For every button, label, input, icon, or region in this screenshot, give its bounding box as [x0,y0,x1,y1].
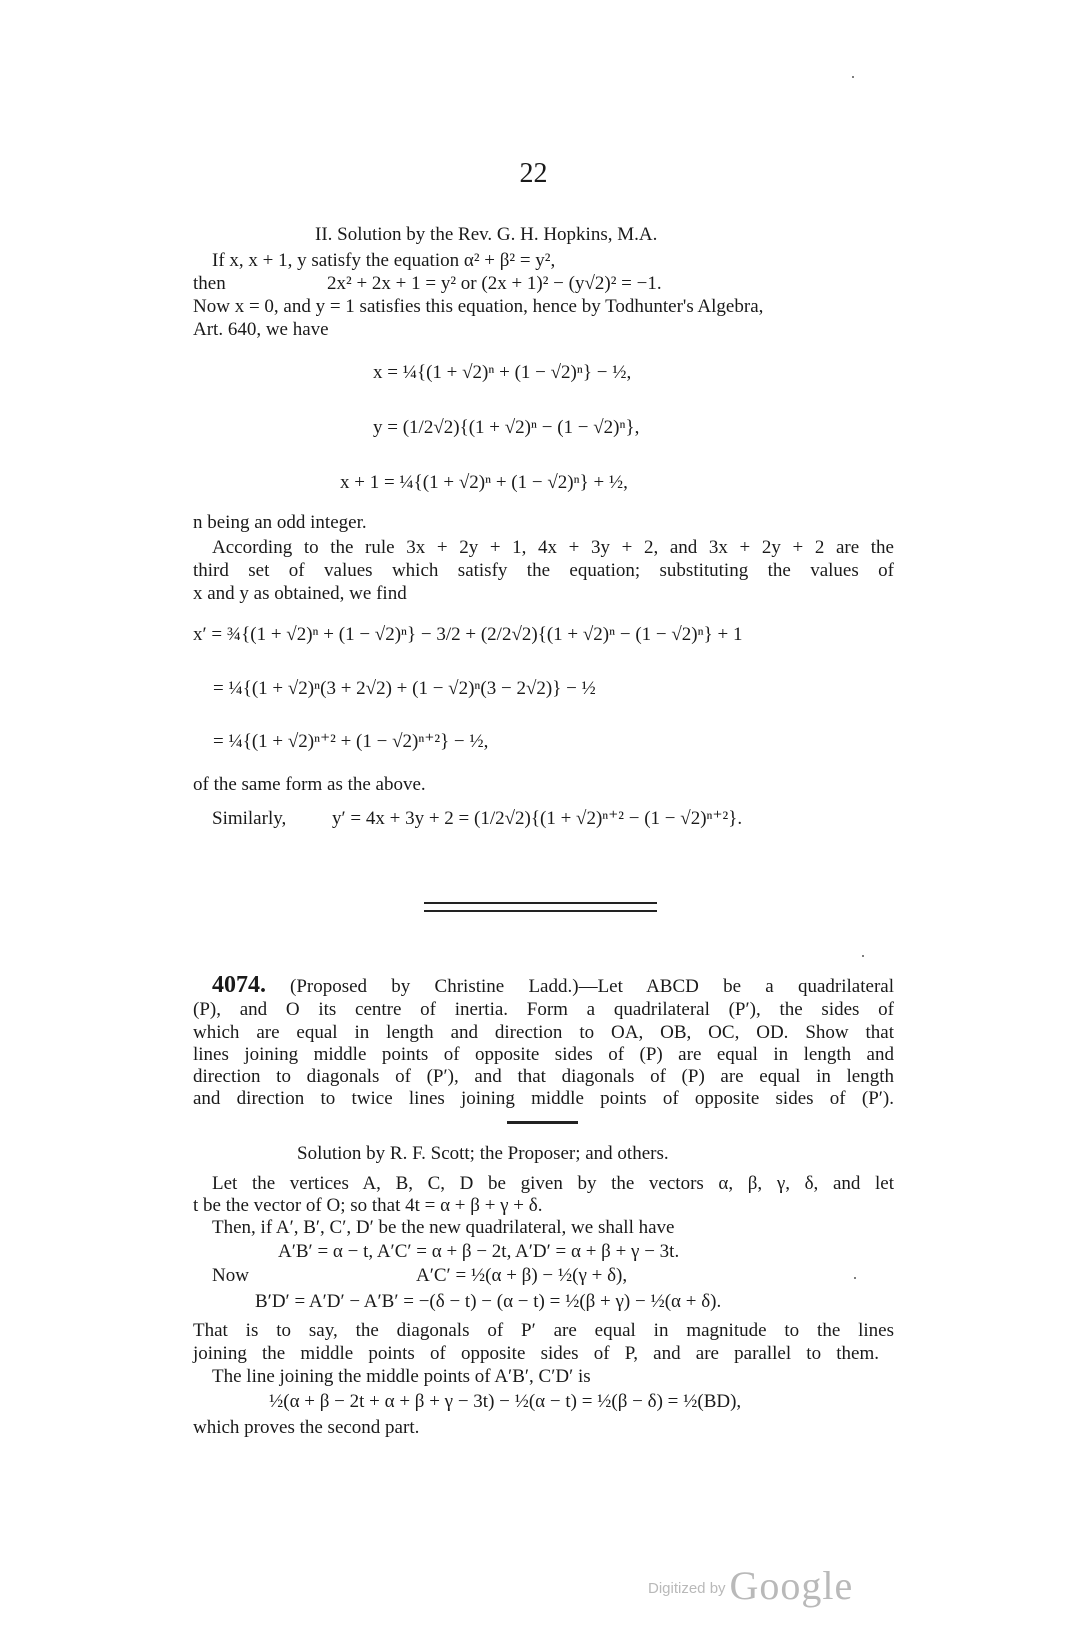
equation-x-plus-1: x + 1 = ¼{(1 + √2)ⁿ + (1 − √2)ⁿ} + ½, [340,472,628,493]
text-line: x and y as obtained, we find [193,583,407,604]
text-line: third set of values which satisfy the equation; substituting the values of [193,560,894,581]
solution-heading: Solution by R. F. Scott; the Proposer; and others. [297,1143,669,1164]
digitized-by-google-watermark [648,1562,853,1609]
text-line: The line joining the middle points of A′B′, C′D′ is [212,1366,591,1387]
text-line: n being an odd integer. [193,512,367,533]
equation: A′C′ = ½(α + β) − ½(γ + δ), [416,1265,628,1286]
scan-speck [854,1277,856,1279]
text-line: Then, if A′, B′, C′, D′ be the new quadrilateral, we shall have [212,1217,675,1238]
then-label: then [193,273,226,294]
now-label: Now [212,1265,249,1286]
equation: ½(α + β − 2t + α + β + γ − 3t) − ½(α − t) = ½(β − δ) = ½(BD), [269,1391,742,1412]
problem-line: lines joining middle points of opposite sides of (P) are equal in length and [193,1044,894,1065]
text-line: That is to say, the diagonals of P′ are equal in magnitude to the lines [193,1320,894,1341]
problem-number: 4074. [212,972,266,998]
equation-x: x = ¼{(1 + √2)ⁿ + (1 − √2)ⁿ} − ½, [373,362,632,383]
equation-x-prime-3: = ¼{(1 + √2)ⁿ⁺² + (1 − √2)ⁿ⁺²} − ½, [213,731,489,752]
text-line: Art. 640, we have [193,319,329,340]
section-divider [424,902,657,912]
problem-line: (Proposed by Christine Ladd.)—Let ABCD be a quadrilateral [290,976,894,997]
text-line: which proves the second part. [193,1417,420,1438]
page-number: 22 [519,158,548,189]
problem-line: which are equal in length and direction to OA, OB, OC, OD. Show that [193,1022,894,1043]
text-line: If x, x + 1, y satisfy the equation α² + β² = y², [212,250,556,271]
scan-speck [852,76,854,78]
problem-line: direction to diagonals of (P′), and that diagonals of (P) are equal in length [193,1066,894,1087]
similarly-label: Similarly, [212,808,287,829]
scan-speck [862,955,864,957]
equation: 2x² + 2x + 1 = y² or (2x + 1)² − (y√2)² = −1. [327,273,662,294]
problem-line: and direction to twice lines joining middle points of opposite sides of (P′). [193,1088,894,1109]
text-line: According to the rule 3x + 2y + 1, 4x + 3y + 2, and 3x + 2y + 2 are the [212,537,894,558]
text-line: Let the vertices A, B, C, D be given by the vectors α, β, γ, δ, and let [212,1173,894,1194]
equation-x-prime-2: = ¼{(1 + √2)ⁿ(3 + 2√2) + (1 − √2)ⁿ(3 − 2√2)} − ½ [213,678,596,699]
problem-line: (P), and O its centre of inertia. Form a quadrilateral (P′), the sides of [193,999,894,1020]
text-line: Now x = 0, and y = 1 satisfies this equation, hence by Todhunter's Algebra, [193,296,764,317]
solution-heading: II. Solution by the Rev. G. H. Hopkins, M.A. [315,224,658,245]
watermark-small-text: Digitized by [648,1580,726,1597]
text-line: t be the vector of O; so that 4t = α + β + γ + δ. [193,1195,543,1216]
equation: B′D′ = A′D′ − A′B′ = −(δ − t) − (α − t) = ½(β + γ) − ½(α + δ). [255,1291,722,1312]
short-divider [507,1121,578,1124]
equation: A′B′ = α − t, A′C′ = α + β − 2t, A′D′ = α + β + γ − 3t. [278,1241,680,1262]
text-line: joining the middle points of opposite sides of P, and are parallel to them. [193,1343,879,1364]
equation-x-prime-1: x′ = ¾{(1 + √2)ⁿ + (1 − √2)ⁿ} − 3/2 + (2/2√2){(1 + √2)ⁿ − (1 − √2)ⁿ} + 1 [193,624,743,645]
text-line: of the same form as the above. [193,774,426,795]
equation-y: y = (1/2√2){(1 + √2)ⁿ − (1 − √2)ⁿ}, [373,417,640,438]
google-logo-text: Google [729,1563,854,1608]
equation-y-prime: y′ = 4x + 3y + 2 = (1/2√2){(1 + √2)ⁿ⁺² − (1 − √2)ⁿ⁺²}. [332,808,743,829]
